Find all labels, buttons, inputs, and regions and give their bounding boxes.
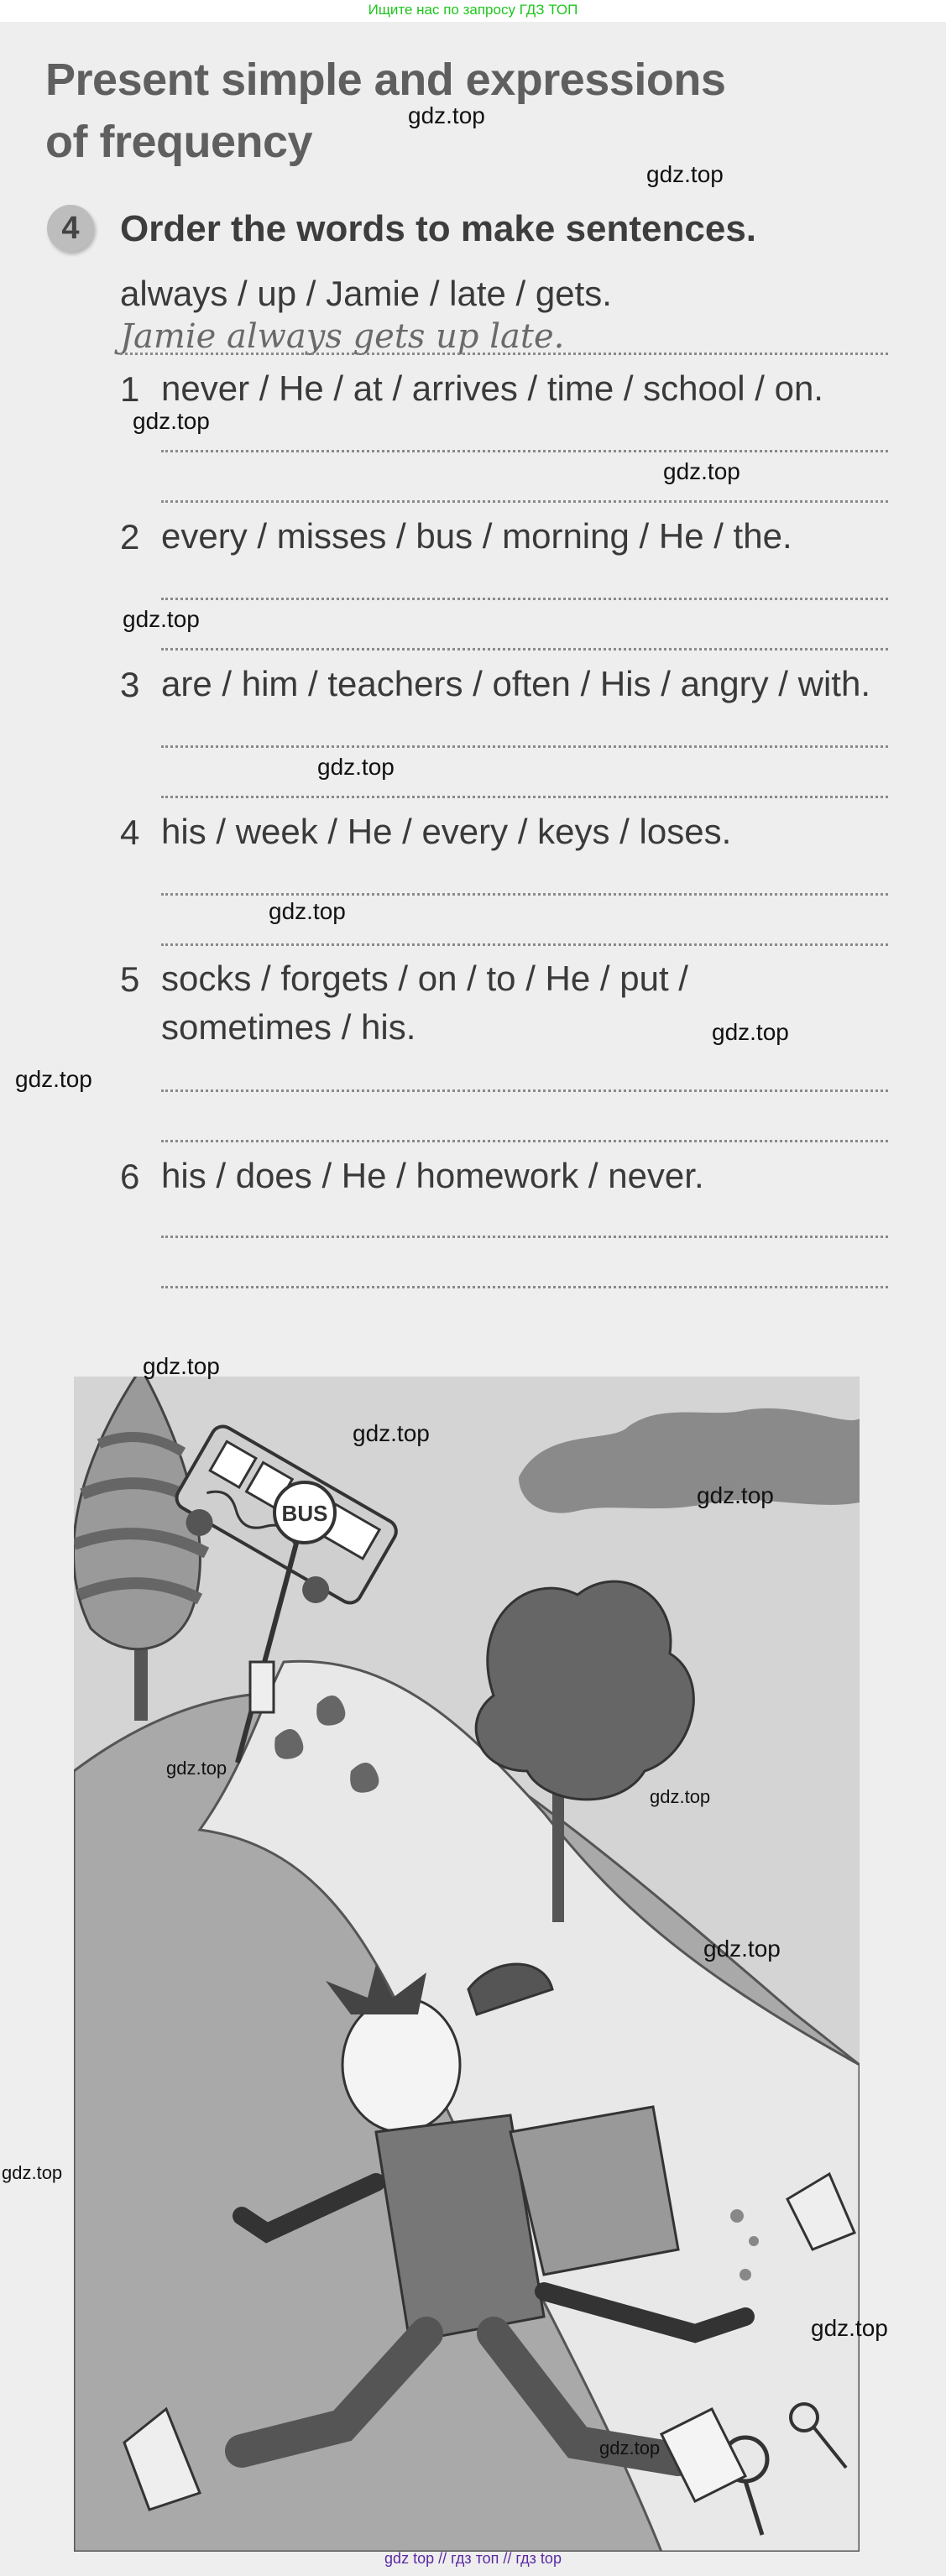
watermark: gdz.top bbox=[353, 1420, 430, 1446]
footer-links[interactable]: gdz top // гдз топ // гдз top bbox=[384, 2550, 562, 2567]
answer-line[interactable] bbox=[161, 796, 888, 798]
watermark: gdz.top bbox=[599, 2438, 661, 2458]
cartoon-illustration bbox=[74, 1377, 860, 2552]
top-banner[interactable]: Ищите нас по запросу ГДЗ ТОП bbox=[0, 0, 946, 22]
answer-line bbox=[120, 353, 888, 355]
answer-line[interactable] bbox=[161, 648, 888, 651]
example-prompt: always / up / Jamie / late / gets. bbox=[120, 274, 612, 313]
watermark: gdz.top bbox=[143, 1353, 220, 1379]
answer-line[interactable] bbox=[161, 893, 888, 896]
example-answer: Jamie always gets up late. bbox=[120, 317, 565, 356]
item-number: 3 bbox=[120, 665, 140, 704]
answer-line[interactable] bbox=[161, 500, 888, 503]
page-title bbox=[45, 49, 725, 173]
watermark: gdz.top bbox=[663, 458, 740, 484]
answer-line[interactable] bbox=[161, 943, 888, 946]
item-words: every / misses / bus / morning / He / the. bbox=[161, 516, 792, 556]
watermark: gdz.top bbox=[269, 898, 346, 924]
answer-line[interactable] bbox=[161, 598, 888, 600]
title-line-1: Present simple and expressions bbox=[45, 55, 726, 105]
watermark: gdz.top bbox=[2, 2162, 63, 2183]
watermark: gdz.top bbox=[408, 102, 485, 128]
watermark: gdz.top bbox=[123, 606, 200, 632]
item-words: socks / forgets / on / to / He / put / sometimes / his. bbox=[161, 959, 688, 1047]
item-number: 4 bbox=[120, 813, 140, 852]
item-words: never / He / at / arrives / time / school / on. bbox=[161, 368, 823, 408]
item-number: 1 bbox=[120, 369, 140, 409]
watermark: gdz.top bbox=[15, 1066, 92, 1092]
item-words: his / does / He / homework / never. bbox=[161, 1156, 704, 1195]
bus-sign-label: BUS bbox=[281, 1501, 328, 1526]
watermark: gdz.top bbox=[811, 2315, 888, 2341]
answer-line[interactable] bbox=[161, 745, 888, 748]
answer-line[interactable] bbox=[161, 1089, 888, 1092]
answer-line[interactable] bbox=[161, 450, 888, 452]
answer-line[interactable] bbox=[161, 1236, 888, 1238]
item-words: his / week / He / every / keys / loses. bbox=[161, 812, 732, 851]
watermark: gdz.top bbox=[712, 1019, 789, 1045]
item-number: 6 bbox=[120, 1157, 140, 1196]
watermark: gdz.top bbox=[133, 408, 210, 434]
answer-line[interactable] bbox=[161, 1140, 888, 1142]
exercise-instruction: Order the words to make sentences. bbox=[120, 208, 757, 249]
watermark: gdz.top bbox=[697, 1482, 774, 1508]
item-number: 2 bbox=[120, 517, 140, 556]
watermark: gdz.top bbox=[166, 1758, 227, 1779]
exercise-number-badge: 4 bbox=[47, 205, 94, 252]
answer-line[interactable] bbox=[161, 1286, 888, 1288]
watermark: gdz.top bbox=[703, 1936, 781, 1962]
watermark: gdz.top bbox=[317, 754, 395, 780]
item-words: are / him / teachers / often / His / angry / with. bbox=[161, 664, 871, 703]
watermark: gdz.top bbox=[650, 1786, 711, 1807]
title-line-2: of frequency bbox=[45, 117, 313, 167]
item-number: 5 bbox=[120, 959, 140, 999]
watermark: gdz.top bbox=[646, 161, 724, 187]
